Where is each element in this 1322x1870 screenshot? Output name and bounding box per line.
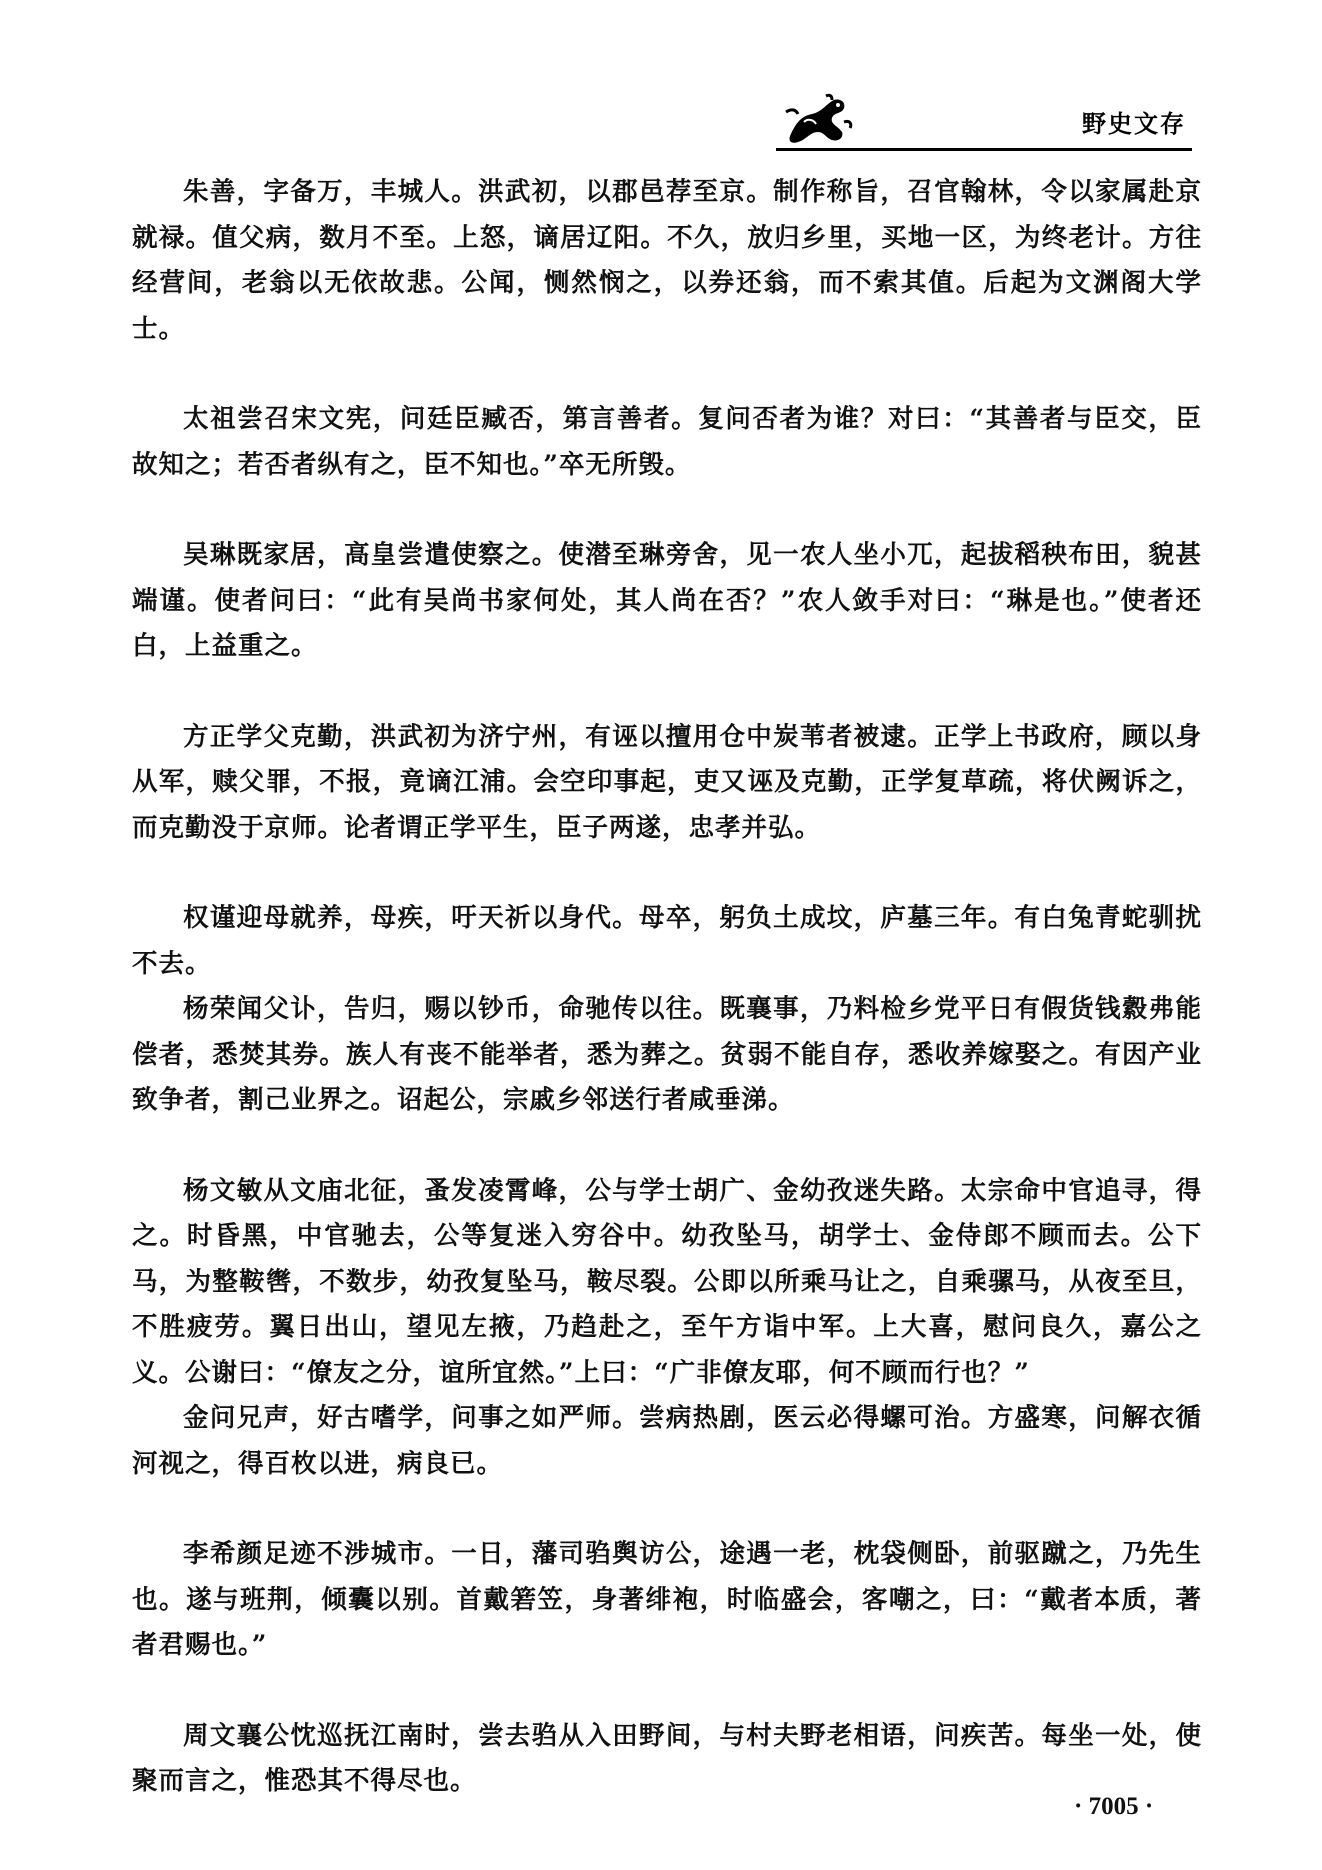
header-rule: [776, 148, 1192, 151]
dragon-icon: [782, 92, 854, 148]
paragraph-zhu-shan: 朱善，字备万，丰城人。洪武初，以郡邑荐至京。制作称旨，召官翰林，令以家属赴京就禄。值父病，数月不至。上怒，谪居辽阳。不久，放归乡里，买地一区，为终老计。方往经营间，老翁以无依故悲。公闻，恻然悯之，以券还翁，而不索其值。后起为文渊阁大学士。: [132, 177, 1202, 344]
paragraph-song-wenxian: 太祖尝召宋文宪，问廷臣臧否，第言善者。复问否者为谁？对曰：“其善者与臣交，臣故知之；若否者纵有之，臣不知也。”卒无所毁。: [132, 404, 1202, 480]
paragraph-yang-rong: 杨荣闻父讣，告归，赐以钞币，命驰传以往。既襄事，乃料检乡党平日有假货钱縠弗能偿者，悉焚其券。族人有丧不能举者，悉为葬之。贫弱不能自存，悉收养嫁娶之。有因产业致争者，割己业界之。诏起公，宗戚乡邻送行者咸垂涕。: [132, 994, 1202, 1115]
paragraph-fang-zhengxue: 方正学父克勤，洪武初为济宁州，有诬以擅用仓中炭苇者被逮。正学上书政府，顾以身从军，赎父罪，不报，竟谪江浦。会空印事起，吏又诬及克勤，正学复草疏，将伏阙诉之，而克勤没于京师。论者谓正学平生，臣子两遂，忠孝并弘。: [132, 721, 1202, 843]
running-header: [772, 92, 1192, 154]
paragraph-wu-lin: 吴琳既家居，高皇尝遣使察之。使潜至琳旁舍，见一农人坐小兀，起拔稻秧布田，貌甚端谨。使者问曰：“此有吴尚书家何处，其人尚在否？”农人敛手对曰：“琳是也。”使者还白，上益重之。: [132, 540, 1202, 661]
paragraph-zhou-wenxiang: 周文襄公忱巡抚江南时，尝去驺从入田野间，与村夫野老相语，问疾苦。每坐一处，使聚而言之，惟恐其不得尽也。: [132, 1720, 1202, 1796]
paragraph-quan-jin: 权谨迎母就养，母疾，吁天祈以身代。母卒，躬负土成坟，庐墓三年。有白兔青蛇驯扰不去。: [132, 903, 1202, 979]
paragraph-li-xiyan: 李希颜足迹不涉城市。一日，藩司驺舆访公，途遇一老，枕袋侧卧，前驱蹴之，乃先生也。遂与班荆，倾囊以别。首戴箬笠，身著绯袍，时临盛会，客嘲之，曰：“戴者本质，著者君赐也。”: [132, 1539, 1202, 1660]
body-text: [132, 170, 1202, 1805]
paragraph-jin-wen: 金问兄声，好古嗜学，问事之如严师。尝病热剧，医云必得螺可治。方盛寒，问解衣循河视之，得百枚以进，病良已。: [132, 1403, 1202, 1479]
page-number: · 7005 ·: [1074, 1793, 1154, 1820]
header-title: 野史文存: [1082, 110, 1186, 138]
paragraph-yang-wenmin: 杨文敏从文庙北征，蚤发凌霄峰，公与学士胡广、金幼孜迷失路。太宗命中官追寻，得之。时昏黑，中官驰去，公等复迷入穷谷中。幼孜坠马，胡学士、金侍郎不顾而去。公下马，为整鞍辔，不数步，幼孜复坠马，鞍尽裂。公即以所乘马让之，自乘骡马，从夜至旦，不胜疲劳。翼日出山，望见左掖，乃趋赴之，至午方诣中军。上大喜，慰问良久，嘉公之义。公谢曰：“僚友之分，谊所宜然。”上曰：“广非僚友耶，何不顾而行也？”: [132, 1175, 1202, 1388]
